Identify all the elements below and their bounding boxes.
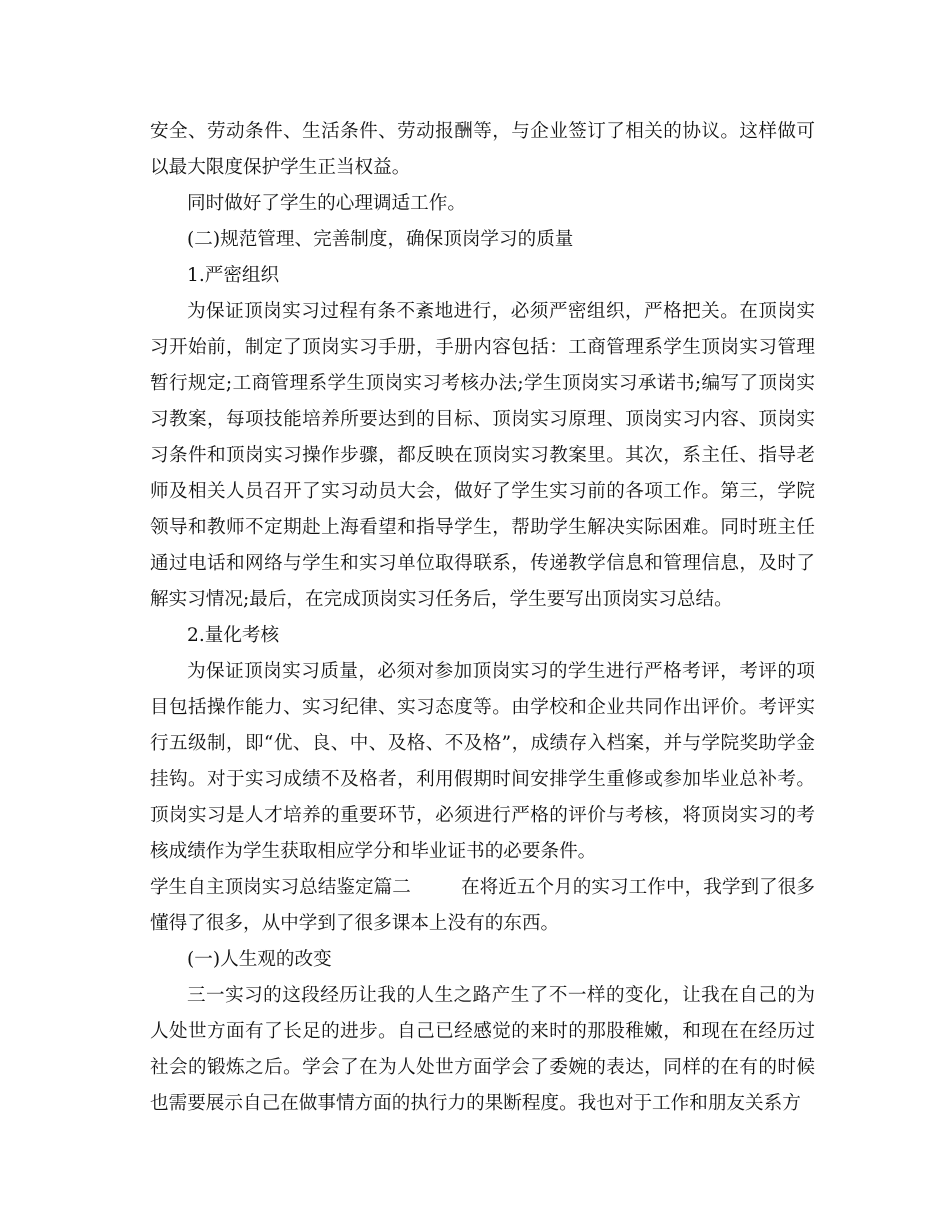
subheading-outlook-change: (一)人生观的改变	[187, 949, 332, 970]
paragraph-strict-organization: 为保证顶岗实习过程有条不紊地进行，必须严密组织，严格把关。在顶岗实习开始前，制定了顶岗实习手册，手册内容包括：工商管理系学生顶岗实习管理暂行规定;工商管理系学生顶岗实习考核办法;学生顶岗实习承诺书;编写了顶岗实习教案，每项技能培养所要达到的目标、顶岗实习原理、顶岗实习内容、顶岗实习条件和顶岗实习操作步骤，都反映在顶岗实习教案里。其次，系主任、指导老师及相关人员召开了实习动员大会，做好了学生实习前的各项工作。第三，学院领导和教师不定期赴上海看望和指导学生，帮助学生解决实际困难。同时班主任通过电话和网络与学生和实习单位取得联系，传递教学信息和管理信息，及时了解实习情况;最后，在完成顶岗实习任务后，学生要写出顶岗实习总结。	[150, 301, 815, 610]
document-body	[150, 114, 815, 1122]
paragraph-psychological-adjustment: 同时做好了学生的心理调适工作。	[187, 193, 466, 214]
part-two-title: 学生自主顶岗实习总结鉴定篇二	[150, 877, 411, 898]
subheading-strict-organization: 1.严密组织	[187, 265, 280, 286]
subheading-quantified-assessment: 2.量化考核	[187, 625, 280, 646]
paragraph-part-two	[150, 870, 815, 942]
paragraph-quantified-assessment: 为保证顶岗实习质量，必须对参加顶岗实习的学生进行严格考评，考评的项目包括操作能力、实习纪律、实习态度等。由学校和企业共同作出评价。考评实行五级制，即“优、良、中、及格、不及格”，成绩存入档案，并与学院奖助学金挂钩。对于实习成绩不及格者，利用假期时间安排学生重修或参加毕业总补考。顶岗实习是人才培养的重要环节，必须进行严格的评价与考核，将顶岗实习的考核成绩作为学生获取相应学分和毕业证书的必要条件。	[150, 661, 815, 862]
paragraph-outlook-change: 三一实习的这段经历让我的人生之路产生了不一样的变化，让我在自己的为人处世方面有了长足的进步。自己已经感觉的来时的那股稚嫩，和现在在经历过社会的锻炼之后。学会了在为人处世方面学会了委婉的表达，同样的在有的时候也需要展示自己在做事情方面的执行力的果断程度。我也对于工作和朋友关系方	[150, 985, 815, 1114]
paragraph-rights-protection: 安全、劳动条件、生活条件、劳动报酬等，与企业签订了相关的协议。这样做可以最大限度保护学生正当权益。	[150, 121, 815, 178]
section-heading-standardized-management: (二)规范管理、完善制度，确保顶岗学习的质量	[187, 229, 574, 250]
part-two-intro: 在将近五个月的实习工作中，我学到了很多懂得了很多，从中学到了很多课本上没有的东西。	[150, 877, 815, 934]
